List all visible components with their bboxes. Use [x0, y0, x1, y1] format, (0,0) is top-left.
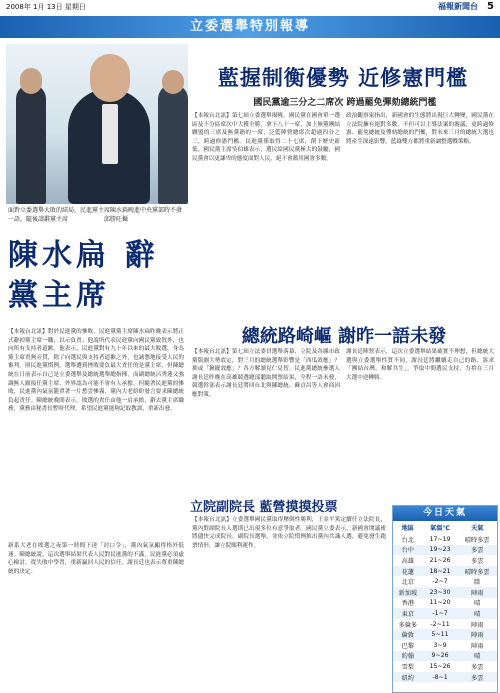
weather-city: 約翰 [393, 651, 423, 662]
weather-row [393, 566, 497, 577]
weather-condition: 陰 [474, 579, 481, 587]
weather-condition: 多雲 [458, 672, 498, 683]
weather-row [393, 640, 497, 651]
photo-face-left [20, 68, 42, 94]
weather-city: 雪梨 [401, 663, 414, 671]
weather-condition: 晴時多雲 [464, 536, 490, 544]
photo-shirt [102, 104, 118, 164]
issue-date: 2008年 1月 13日 星期日 [6, 3, 86, 11]
story4-body: 【本報台北訊】立委選舉國民黨取得壓倒性勝利，王金平篤定續任立法院長，黨內對副院長人選則已出現多位有意爭取者。國民黨立委表示，新國會開議後將儘快完成院長、副院長選舉，並依立院慣例推出黨內共識人選，避免發生跑票情形，讓立院順利運作。 [192, 517, 386, 549]
weather-temp: 19~23 [423, 545, 458, 556]
photo-figure-left [16, 84, 46, 204]
weather-condition: 多雲 [471, 557, 484, 565]
weather-row [393, 672, 497, 683]
weather-row [393, 587, 497, 598]
weather-city: 多倫多 [398, 621, 418, 629]
weather-temp: -1~7 [423, 608, 458, 619]
weather-condition: 陣雨 [458, 587, 498, 598]
weather-temp: 17~19 [429, 535, 451, 543]
paper-brand: 福報新聞台 [438, 2, 478, 11]
weather-temp: 21~26 [429, 556, 451, 564]
weather-condition: 晴 [474, 600, 481, 608]
weather-condition: 多雲 [458, 545, 498, 556]
story1-headline: 陳水扁 辭黨主席 [8, 238, 159, 313]
story1-body-continued: 新系大老在敗選之夜第一時間下達「封口令」，黨內氣氛顯得格外低迷。陳總統說，這次選舉結果代表人民對民進黨的不滿，民進黨必須虛心檢討，從失敗中學習，重新贏回人民的信任。謝長廷也表示尊重陳總統的決定。 [8, 543, 184, 575]
weather-city: 香港 [401, 600, 414, 608]
weather-city: 巴黎 [401, 642, 414, 650]
weather-temp: 11~20 [429, 599, 451, 607]
weather-row [393, 619, 497, 630]
weather-row [393, 555, 497, 566]
weather-box [392, 505, 498, 693]
weather-row [393, 608, 497, 619]
story2-body: 【本報台北訊】第七屆立委選舉揭曉，國民黨在國會單一選區及不分區席次中大獲全勝，拿下八十一席，加上無黨團結聯盟的三席及無黨籍的一席，泛藍陣營總席次超過四分之三，跨過修憲門檻。民進黨僅取得二十七席，創下歷史新低。國民黨主席吳伯雄表示，選民給國民黨極大的鼓勵，國民黨會以更謙卑的態度面對人民，絕不會濫用國會多數。 [192, 113, 340, 162]
weather-city: 紐約 [393, 672, 423, 683]
weather-city: 台北 [401, 536, 414, 544]
weather-condition: 陣雨 [471, 642, 484, 650]
section-banner-title: 立委選舉特別報導 [189, 19, 310, 34]
weather-row [393, 534, 497, 545]
story3-body-continued: 謝長廷陣營表示，這次立委選舉結果確實不理想，但總統大選與立委選舉性質不同，謝長廷將繼續走自己的路，訴求「團結台灣、和解共生」，爭取中間選民支持，力拚在三月大選中逆轉勝。 [346, 349, 494, 381]
news-photo [6, 44, 188, 204]
weather-header-region: 地區 [401, 525, 414, 532]
story3-headline: 總統路崎嶇 謝昨一語未發 [241, 326, 447, 347]
weather-temp: 9~26 [423, 651, 458, 662]
weather-header-temp: 氣溫℃ [430, 525, 450, 532]
photo-face-center [90, 54, 130, 102]
weather-temp: 5~11 [423, 629, 458, 640]
story4-headline: 立院副院長 藍營摸摸投票 [190, 500, 338, 515]
weather-row [393, 545, 497, 556]
story3-body: 【本報台北訊】第七屆立法委員選舉落幕，立院及各縣市政黨版圖大勢底定，對三月的總統選舉影響是「西瓜效應」？抑或「鐘擺效應」？各方解讀見仁見智。民進黨總統參選人謝長廷昨晚在高雄競選總部聽取開票結果，全程一語未發，競選幹部表示謝長廷將回台北與陳總統、蘇貞昌等人會商因應對策。 [192, 349, 340, 398]
photo-caption: 面對立委選舉大敗的結局，民進黨主席陳水扁晚進中央黨部時不發一語，隨後請辭黨主席 邱勝旺攝 [8, 207, 183, 223]
weather-table [393, 521, 497, 682]
weather-city: 東京 [393, 608, 423, 619]
weather-title: 今日天氣 [393, 506, 497, 521]
story2-body-continued: 政治觀察家指出，新國會的生態將出現巨大轉變，國民黨在立法院擁有絕對多數，不但可以主導法案的審議，更跨過修憲、罷免總統及彈劾總統的門檻，對未來三月的總統大選也將產生深遠影響，藍綠雙方都將重新調整選戰策略。 [346, 113, 494, 145]
page-header [0, 0, 500, 14]
weather-condition: 晴 [458, 651, 498, 662]
weather-temp: 23~30 [423, 587, 458, 598]
weather-city: 台中 [393, 545, 423, 556]
weather-city: 高雄 [401, 557, 414, 565]
weather-temp: 18~21 [423, 566, 458, 577]
weather-city: 北京 [401, 579, 414, 587]
weather-condition: 陣雨 [471, 621, 484, 629]
weather-temp: 3~9 [433, 641, 447, 649]
weather-row [393, 598, 497, 609]
weather-row [393, 629, 497, 640]
weather-temp: 15~26 [429, 662, 451, 670]
weather-city: 倫敦 [393, 629, 423, 640]
weather-row [393, 651, 497, 662]
photo-figure-right [158, 84, 188, 204]
weather-city: 新加坡 [393, 587, 423, 598]
weather-temp: -2~11 [430, 620, 450, 628]
weather-condition: 晴時多雲 [458, 566, 498, 577]
story2-subheadline: 國民黨逾三分之二席次 跨過罷免彈劾總統門檻 [253, 98, 437, 108]
weather-condition: 陣雨 [458, 629, 498, 640]
story1-body: 【本報台北訊】對於民進黨的慘敗，民進黨黨主席陳水扁昨晚表示將正式辭掉黨主席一職，以示負責；他說所代表民進黨向國民黨致賀外，也向所有支持者道歉。他表示，民進黨對有九十年以來的最大敗選，身為黨主席責無旁貸，除了向選民與支持者道歉之外，也誠懇地接受人民的審判。照民進黨慣例，選舉遭到挫敗要負最大責任的是黨主席，但陳總統在日前表示自己是立委選舉及總統選舉總指揮，而副總統呂秀蓮又強調無人願接任黨主席，外界認為可能不會有人承擔。但隨著民進黨的慘敗，民進黨內氣氛籠罩著一片愁雲慘霧，黨內大老紛紛發言要求陳總統負起責任。陳總統晚間表示，敗選的責任由他一肩承擔，辭去黨主席職務，黨務由秘書長暫時代理，希望民進黨能夠記取教訓、重新出發。 [8, 329, 184, 413]
weather-temp: -2~7 [432, 578, 448, 586]
page-number: 5 [487, 1, 494, 12]
weather-row [393, 576, 497, 587]
weather-header-condition: 天氣 [471, 525, 484, 532]
weather-city: 花蓮 [393, 566, 423, 577]
weather-condition: 晴 [458, 608, 498, 619]
weather-temp: -8~1 [423, 672, 458, 683]
section-banner [0, 16, 500, 38]
weather-row [393, 661, 497, 672]
weather-condition: 多雲 [471, 663, 484, 671]
story2-headline: 藍握制衡優勢 近修憲門檻 [217, 65, 469, 90]
photo-face-right [162, 70, 184, 94]
